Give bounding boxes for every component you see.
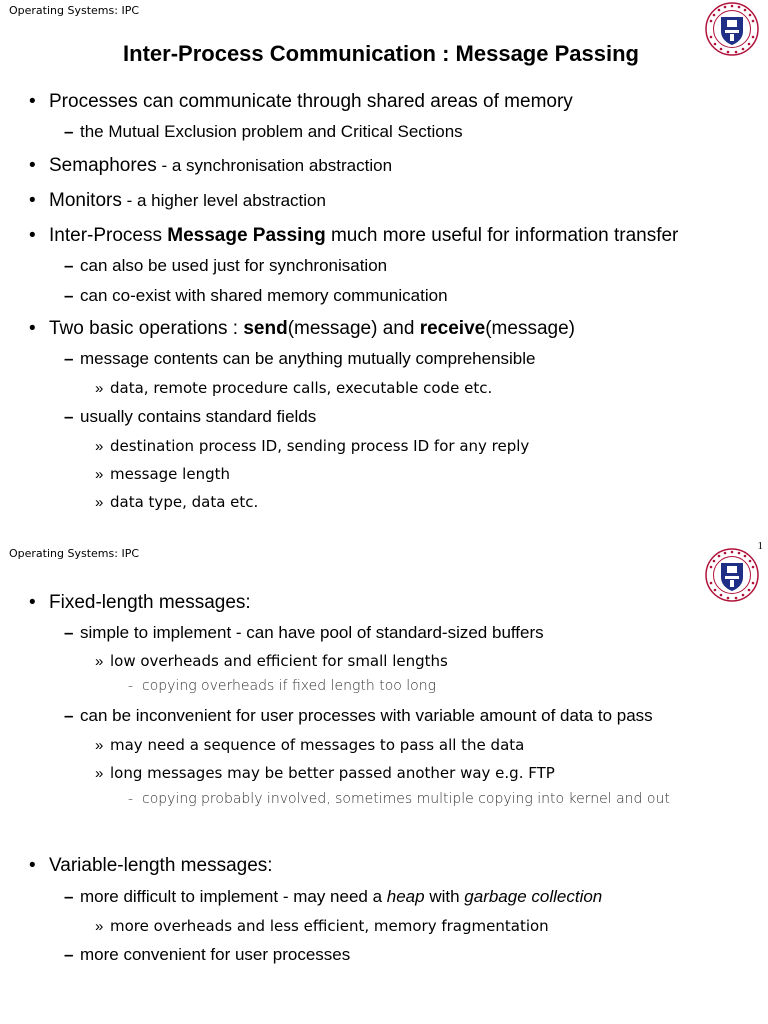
dash-symbol: – bbox=[64, 256, 74, 275]
bullet-variable-length: • Variable-length messages: bbox=[29, 855, 273, 876]
bullet-fixed-length: • Fixed-length messages: bbox=[29, 592, 251, 613]
university-crest-icon bbox=[704, 547, 760, 603]
bullet-symbol: • bbox=[29, 592, 36, 613]
sub-bullet-coexist: – can co-exist with shared memory communication bbox=[64, 286, 448, 305]
dash-symbol: – bbox=[64, 623, 74, 642]
sub-sub-bullet-message-length: » message length bbox=[95, 465, 230, 483]
sub-bullet-more-difficult: – more difficult to implement - may need a heap with garbage collection bbox=[64, 887, 603, 906]
bullet-symbol: • bbox=[29, 91, 36, 112]
bullet-symbol: • bbox=[29, 318, 36, 339]
raquo-symbol: » bbox=[95, 918, 104, 935]
sub-sub-bullet-data-types: » data, remote procedure calls, executable code etc. bbox=[95, 379, 493, 397]
slide-title: Inter-Process Communication : Message Passing bbox=[123, 41, 639, 66]
bullet-basic-operations: • Two basic operations : send(message) and receive(message) bbox=[29, 318, 575, 339]
dash-symbol: – bbox=[64, 706, 74, 725]
bullet-monitors: • Monitors - a higher level abstraction bbox=[29, 190, 326, 211]
detail-copying-overheads: - copying overheads if fixed length too long bbox=[128, 678, 436, 694]
sub-sub-bullet-process-id: » destination process ID, sending process ID for any reply bbox=[95, 437, 530, 455]
bullet-symbol: • bbox=[29, 190, 36, 211]
dash-symbol: – bbox=[64, 286, 74, 305]
sub-bullet-message-contents: – message contents can be anything mutually comprehensible bbox=[64, 349, 536, 368]
sub-sub-bullet-low-overheads: » low overheads and efficient for small lengths bbox=[95, 652, 448, 670]
hyphen-symbol: - bbox=[128, 791, 134, 807]
sub-sub-bullet-data-type: » data type, data etc. bbox=[95, 493, 259, 511]
sub-bullet-simple: – simple to implement - can have pool of standard-sized buffers bbox=[64, 623, 544, 642]
sub-sub-bullet-more-overheads: » more overheads and less efficient, memory fragmentation bbox=[95, 917, 549, 935]
slide-2 bbox=[0, 540, 768, 1024]
dash-symbol: – bbox=[64, 887, 74, 906]
raquo-symbol: » bbox=[95, 765, 104, 782]
bullet-symbol: • bbox=[29, 855, 36, 876]
sub-sub-bullet-ftp: » long messages may be better passed another way e.g. FTP bbox=[95, 764, 555, 782]
raquo-symbol: » bbox=[95, 737, 104, 754]
dash-symbol: – bbox=[64, 349, 74, 368]
sub-bullet-synchronisation: – can also be used just for synchronisation bbox=[64, 256, 388, 275]
sub-bullet-inconvenient: – can be inconvenient for user processes with variable amount of data to pass bbox=[64, 706, 653, 725]
hyphen-symbol: - bbox=[128, 678, 134, 694]
raquo-symbol: » bbox=[95, 494, 104, 511]
raquo-symbol: » bbox=[95, 653, 104, 670]
raquo-symbol: » bbox=[95, 466, 104, 483]
bullet-message-passing: • Inter-Process Message Passing much more useful for information transfer bbox=[29, 225, 679, 246]
raquo-symbol: » bbox=[95, 380, 104, 397]
page-number: 1 bbox=[757, 540, 763, 552]
dash-symbol: – bbox=[64, 122, 74, 141]
sub-bullet-standard-fields: – usually contains standard fields bbox=[64, 407, 317, 426]
sub-bullet-more-convenient: – more convenient for user processes bbox=[64, 945, 351, 964]
detail-copying-involved: - copying probably involved, sometimes multiple copying into kernel and out bbox=[128, 791, 670, 807]
sub-sub-bullet-sequence: » may need a sequence of messages to pass all the data bbox=[95, 736, 525, 754]
bullet-symbol: • bbox=[29, 155, 36, 176]
bullet-semaphores: • Semaphores - a synchronisation abstraction bbox=[29, 155, 393, 176]
dash-symbol: – bbox=[64, 407, 74, 426]
sub-bullet-mutual-exclusion: – the Mutual Exclusion problem and Critical Sections bbox=[64, 122, 463, 141]
slide-header: Operating Systems: IPC bbox=[9, 4, 140, 17]
bullet-symbol: • bbox=[29, 225, 36, 246]
bullet-shared-memory: • Processes can communicate through shared areas of memory bbox=[29, 91, 573, 112]
raquo-symbol: » bbox=[95, 438, 104, 455]
dash-symbol: – bbox=[64, 945, 74, 964]
slide-header: Operating Systems: IPC bbox=[9, 547, 140, 560]
